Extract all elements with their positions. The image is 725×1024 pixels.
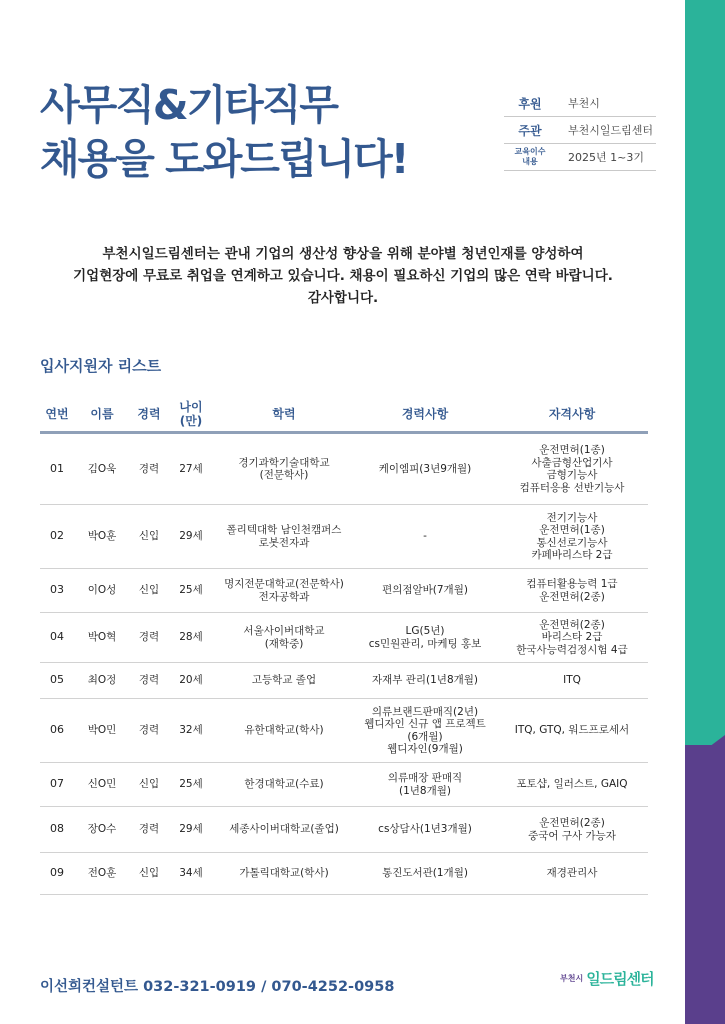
- table-cell: 컴퓨터활용능력 1급 운전면허(2종): [496, 569, 648, 613]
- table-cell: 한경대학교(수료): [214, 763, 354, 807]
- table-cell: 가톨릭대학교(학사): [214, 853, 354, 895]
- table-header-cell: 학력: [214, 397, 354, 433]
- applicant-table: [40, 397, 648, 895]
- table-cell: 경력: [130, 433, 168, 505]
- table-header-cell: 나이 (만): [168, 397, 214, 433]
- side-accent-purple: [685, 745, 725, 1024]
- table-body: [40, 433, 648, 895]
- table-row: [40, 763, 648, 807]
- table-cell: 의류매장 판매직 (1년8개월): [354, 763, 496, 807]
- table-cell: 34세: [168, 853, 214, 895]
- table-cell: 25세: [168, 763, 214, 807]
- table-cell: 경력: [130, 699, 168, 763]
- table-cell: 운전면허(2종) 바리스타 2급 한국사능력검정시험 4급: [496, 613, 648, 663]
- info-value: 부천시: [568, 97, 600, 110]
- table-cell: 27세: [168, 433, 214, 505]
- table-cell: 포토샵, 일러스트, GAIQ: [496, 763, 648, 807]
- table-row: [40, 699, 648, 763]
- table-cell: 유한대학교(학사): [214, 699, 354, 763]
- table-cell: 박O민: [74, 699, 130, 763]
- table-row: [40, 569, 648, 613]
- table-cell: 전기기능사 운전면허(1종) 통신선로기능사 카페바리스타 2급: [496, 505, 648, 569]
- table-cell: 운전면허(1종) 사출금형산업기사 금형기능사 컴퓨터응용 선반기능사: [496, 433, 648, 505]
- intro-line1: 부천시일드림센터는 관내 기업의 생산성 향상을 위해 분야별 청년인재를 양성하여: [102, 246, 584, 262]
- table-cell: 서울사이버대학교 (재학중): [214, 613, 354, 663]
- intro-line2: 기업현장에 무료로 취업을 연계하고 있습니다. 채용이 필요하신 기업의 많은 연락 바랍니다.: [73, 268, 613, 284]
- info-key: 후원: [518, 96, 542, 111]
- table-cell: 03: [40, 569, 74, 613]
- table-cell: 경력: [130, 613, 168, 663]
- table-cell: 케이엠피(3년9개월): [354, 433, 496, 505]
- table-cell: 최O정: [74, 663, 130, 699]
- table-cell: 신입: [130, 763, 168, 807]
- table-cell: 명지전문대학교(전문학사) 전자공학과: [214, 569, 354, 613]
- table-cell: 통진도서관(1개월): [354, 853, 496, 895]
- info-key: 주관: [518, 123, 542, 138]
- table-cell: 신입: [130, 569, 168, 613]
- table-row: [40, 853, 648, 895]
- table-cell: 고등학교 졸업: [214, 663, 354, 699]
- table-cell: ITQ: [496, 663, 648, 699]
- intro-line3: 감사합니다.: [307, 290, 379, 306]
- section-title: 입사지원자 리스트: [40, 357, 162, 375]
- table-row: [40, 807, 648, 853]
- table-cell: -: [354, 505, 496, 569]
- page-title-line1: 사무직&기타직무: [40, 81, 337, 129]
- table-cell: 운전면허(2종) 중국어 구사 가능자: [496, 807, 648, 853]
- table-cell: 32세: [168, 699, 214, 763]
- table-cell: 박O혁: [74, 613, 130, 663]
- page-title: [40, 78, 407, 186]
- table-cell: 06: [40, 699, 74, 763]
- info-row-program: [504, 144, 656, 171]
- table-header-cell: 이름: [74, 397, 130, 433]
- table-cell: 29세: [168, 807, 214, 853]
- table-cell: 경력: [130, 807, 168, 853]
- table-cell: 신입: [130, 505, 168, 569]
- info-key: 교육이수 내용: [514, 147, 546, 166]
- table-cell: 25세: [168, 569, 214, 613]
- table-cell: 폴리텍대학 남인천캠퍼스 로봇전자과: [214, 505, 354, 569]
- logo-prefix: 부천시: [560, 973, 584, 983]
- table-cell: 자재부 관리(1년8개월): [354, 663, 496, 699]
- table-cell: 김O욱: [74, 433, 130, 505]
- table-header-cell: 경력사항: [354, 397, 496, 433]
- center-logo: [560, 962, 685, 994]
- contact-info: 이선희컨설턴트 032-321-0919 / 070-4252-0958: [40, 979, 395, 995]
- table-cell: 20세: [168, 663, 214, 699]
- info-row-organizer: [504, 117, 656, 144]
- table-cell: 28세: [168, 613, 214, 663]
- table-cell: 신입: [130, 853, 168, 895]
- table-cell: 경력: [130, 663, 168, 699]
- table-cell: ITQ, GTQ, 워드프로세서: [496, 699, 648, 763]
- info-row-sponsor: [504, 90, 656, 117]
- table-cell: 08: [40, 807, 74, 853]
- page-title-line2: 채용을 도와드립니다!: [40, 135, 408, 183]
- table-cell: 편의점알바(7개월): [354, 569, 496, 613]
- table-cell: LG(5년) cs민원관리, 마케팅 홍보: [354, 613, 496, 663]
- table-cell: 박O훈: [74, 505, 130, 569]
- table-row: [40, 663, 648, 699]
- table-cell: 07: [40, 763, 74, 807]
- table-cell: 02: [40, 505, 74, 569]
- table-header-cell: 연번: [40, 397, 74, 433]
- table-cell: 04: [40, 613, 74, 663]
- table-cell: 09: [40, 853, 74, 895]
- table-cell: cs상담사(1년3개월): [354, 807, 496, 853]
- table-row: [40, 613, 648, 663]
- table-cell: 05: [40, 663, 74, 699]
- info-value: 2025년 1~3기: [568, 151, 644, 164]
- info-box: [504, 90, 656, 171]
- table-cell: 재경관리사: [496, 853, 648, 895]
- table-cell: 의류브랜드판매직(2년) 웹디자인 신규 앱 프로젝트 (6개월) 웹디자인(9개월): [354, 699, 496, 763]
- table-cell: 이O성: [74, 569, 130, 613]
- table-cell: 01: [40, 433, 74, 505]
- table-row: [40, 505, 648, 569]
- intro-text: [40, 243, 646, 309]
- logo-main: 일드림센터: [586, 969, 654, 988]
- table-header-cell: 자격사항: [496, 397, 648, 433]
- table-cell: 세종사이버대학교(졸업): [214, 807, 354, 853]
- info-value: 부천시일드림센터: [568, 124, 654, 137]
- table-cell: 전O훈: [74, 853, 130, 895]
- table-cell: 신O민: [74, 763, 130, 807]
- table-cell: 장O수: [74, 807, 130, 853]
- table-header-row: [40, 397, 648, 433]
- table-row: [40, 433, 648, 505]
- table-cell: 경기과학기술대학교 (전문학사): [214, 433, 354, 505]
- table-header-cell: 경력: [130, 397, 168, 433]
- table-cell: 29세: [168, 505, 214, 569]
